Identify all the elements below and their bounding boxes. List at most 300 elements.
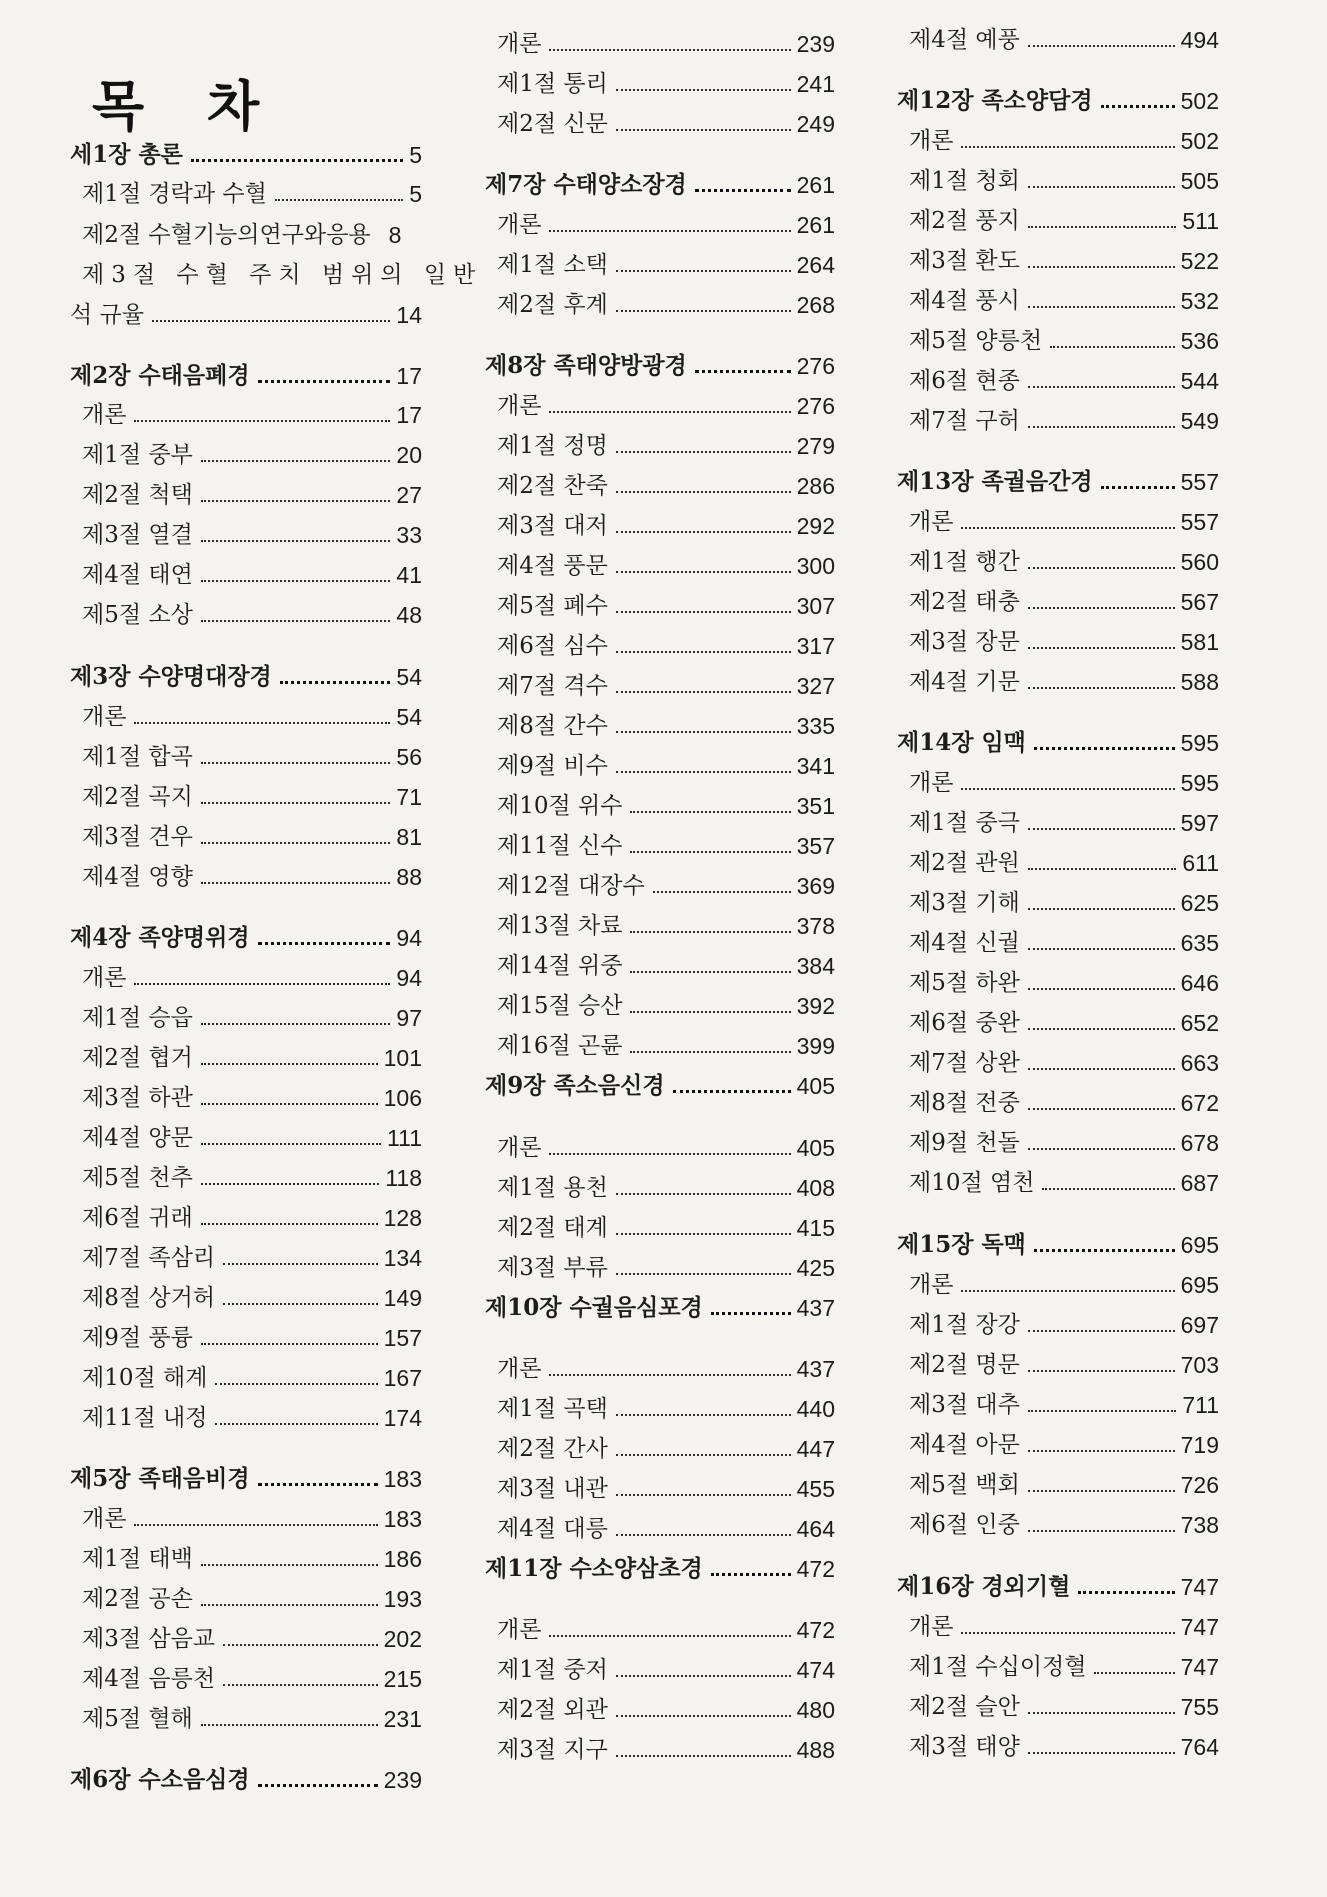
toc-page-number: 94 <box>396 965 422 991</box>
toc-section-entry <box>70 1359 422 1393</box>
toc-entry-label: 제15절 승산 <box>497 993 623 1019</box>
toc-section-entry <box>70 858 422 892</box>
toc-entry-label: 개론 <box>497 212 542 238</box>
toc-section-entry <box>897 362 1219 396</box>
toc-page-number: 440 <box>796 1396 835 1422</box>
dot-leader <box>549 1374 790 1376</box>
toc-page-number: 635 <box>1180 930 1219 956</box>
dot-leader <box>1028 687 1175 689</box>
toc-section-entry <box>485 1390 835 1424</box>
toc-page-number: 378 <box>796 913 835 939</box>
dot-leader <box>1028 567 1175 569</box>
toc-entry-label: 제9장 족소음신경 <box>485 1072 665 1099</box>
dot-leader <box>258 380 391 383</box>
toc-page-number: 557 <box>1180 509 1219 535</box>
toc-page-number: 183 <box>383 1506 422 1532</box>
toc-page-number: 687 <box>1180 1170 1219 1196</box>
toc-entry-label: 제5절 소상 <box>82 602 193 628</box>
dot-leader <box>1028 1712 1175 1714</box>
dot-leader <box>280 681 391 684</box>
dot-leader <box>134 722 390 724</box>
dot-leader <box>695 189 791 192</box>
toc-page-number: 747 <box>1180 1574 1219 1600</box>
toc-page-number: 597 <box>1180 810 1219 836</box>
dot-leader <box>258 942 391 945</box>
toc-page-number: 415 <box>796 1215 835 1241</box>
toc-section-entry <box>485 587 835 621</box>
dot-leader <box>616 1534 791 1536</box>
toc-section-entry <box>485 1510 835 1544</box>
toc-entry-label: 제11절 신수 <box>497 833 623 859</box>
dot-leader <box>630 971 790 973</box>
toc-page-number: 94 <box>396 925 422 951</box>
toc-page-number: 27 <box>396 482 422 508</box>
toc-section-entry <box>70 959 422 993</box>
toc-entry-label: 제1절 장강 <box>909 1312 1020 1338</box>
toc-entry-label: 제2절 협거 <box>82 1045 193 1071</box>
toc-page-number: 646 <box>1180 970 1219 996</box>
toc-entry-label: 제12장 족소양담경 <box>897 87 1093 114</box>
toc-entry-label: 제2절 외관 <box>497 1697 608 1723</box>
dot-leader <box>1028 1490 1175 1492</box>
toc-section-entry <box>485 1027 835 1061</box>
toc-entry-label: 제1절 중저 <box>497 1657 608 1683</box>
toc-section-entry <box>485 25 835 59</box>
toc-entry-label: 제14장 임맥 <box>897 729 1026 756</box>
toc-section-entry <box>897 162 1219 196</box>
toc-entry-label: 세1장 총론 <box>70 141 183 168</box>
toc-section-entry <box>70 818 422 852</box>
toc-page-number: 595 <box>1180 730 1219 756</box>
toc-section-entry <box>485 105 835 139</box>
dot-leader <box>961 527 1174 529</box>
toc-entry-label: 제16절 곤륜 <box>497 1033 623 1059</box>
toc-page-number: 54 <box>396 704 422 730</box>
toc-entry-label: 개론 <box>497 1356 542 1382</box>
toc-section-entry <box>897 964 1219 998</box>
toc-section-entry <box>70 698 422 732</box>
toc-entry-label: 제3절 견우 <box>82 824 193 850</box>
toc-section-entry <box>897 282 1219 316</box>
toc-entry-label: 제3절 대저 <box>497 513 608 539</box>
toc-page-number: 231 <box>383 1706 422 1732</box>
toc-page-number: 111 <box>387 1125 422 1151</box>
toc-entry-label: 제3절 열결 <box>82 522 193 548</box>
toc-chapter-entry <box>70 1761 422 1795</box>
toc-section-entry <box>485 787 835 821</box>
dot-leader <box>201 1023 391 1025</box>
toc-section-entry <box>897 663 1219 697</box>
toc-page-number: 41 <box>396 562 422 588</box>
toc-chapter-entry <box>485 1550 835 1584</box>
dot-leader <box>1028 45 1175 47</box>
toc-section-entry <box>485 286 835 320</box>
toc-page-number: 560 <box>1180 549 1219 575</box>
toc-section-entry <box>70 999 422 1033</box>
dot-leader <box>1028 988 1175 990</box>
dot-leader <box>201 460 391 462</box>
dot-leader <box>616 1193 791 1195</box>
toc-entry-label: 제4절 아문 <box>909 1432 1020 1458</box>
dot-leader <box>152 320 390 322</box>
toc-section-entry <box>70 556 422 590</box>
toc-chapter-entry <box>485 347 835 381</box>
toc-entry-label: 제1절 합곡 <box>82 744 193 770</box>
toc-section-entry <box>897 1266 1219 1300</box>
toc-section-entry <box>897 1648 1219 1682</box>
toc-chapter-entry <box>70 1460 422 1494</box>
toc-page-number: 88 <box>396 864 422 890</box>
toc-section-entry <box>485 747 835 781</box>
toc-entry-label: 제1절 태백 <box>82 1546 193 1572</box>
toc-section-entry <box>70 1660 422 1694</box>
toc-page-number: 264 <box>796 252 835 278</box>
toc-page-number: 502 <box>1180 88 1219 114</box>
dot-leader <box>134 420 390 422</box>
dot-leader <box>616 531 791 533</box>
toc-page-number: 128 <box>383 1205 422 1231</box>
toc-page-number: 300 <box>796 553 835 579</box>
toc-entry-label: 개론 <box>497 1135 542 1161</box>
toc-page-number: 20 <box>396 442 422 468</box>
dot-leader <box>961 788 1174 790</box>
dot-leader <box>630 851 790 853</box>
toc-page-number: 437 <box>796 1295 835 1321</box>
toc-chapter-entry <box>70 357 422 391</box>
toc-page-number: 97 <box>396 1005 422 1031</box>
dot-leader <box>223 1644 378 1646</box>
toc-entry-label: 제3절 장문 <box>909 629 1020 655</box>
dot-leader <box>616 491 791 493</box>
toc-entry-label: 제1절 곡택 <box>497 1396 608 1422</box>
toc-section-entry <box>897 1004 1219 1038</box>
toc-entry-label: 제13장 족궐음간경 <box>897 468 1093 495</box>
toc-page-number: 384 <box>796 953 835 979</box>
dot-leader <box>201 580 391 582</box>
toc-page-number: 437 <box>796 1356 835 1382</box>
toc-entry-label: 제2절 후계 <box>497 292 608 318</box>
toc-page-number: 149 <box>383 1285 422 1311</box>
toc-entry-label: 제1절 소택 <box>497 252 608 278</box>
toc-entry-label: 제3절 대추 <box>909 1392 1020 1418</box>
dot-leader <box>1028 1530 1175 1532</box>
toc-entry-label: 제2절 간사 <box>497 1436 608 1462</box>
dot-leader <box>258 1483 378 1486</box>
toc-section-entry <box>897 924 1219 958</box>
toc-entry-label: 개론 <box>909 128 954 154</box>
toc-entry-label: 개론 <box>82 402 127 428</box>
toc-section-entry <box>897 242 1219 276</box>
toc-page-number: 663 <box>1180 1050 1219 1076</box>
toc-section-entry <box>485 387 835 421</box>
toc-section-entry <box>485 427 835 461</box>
toc-entry-label: 제10절 염천 <box>909 1170 1035 1196</box>
toc-section-entry <box>897 322 1219 356</box>
toc-section-entry <box>70 1159 422 1193</box>
toc-page-number: 134 <box>383 1245 422 1271</box>
toc-entry-label: 개론 <box>82 1506 127 1532</box>
dot-leader <box>653 891 791 893</box>
toc-section-entry <box>897 583 1219 617</box>
toc-entry-label: 제10절 해계 <box>82 1365 208 1391</box>
toc-entry-label: 제3절 태양 <box>909 1734 1020 1760</box>
toc-entry-label: 제1절 통리 <box>497 71 608 97</box>
dot-leader <box>549 230 790 232</box>
toc-page-number: 703 <box>1180 1352 1219 1378</box>
dot-leader <box>1028 1028 1175 1030</box>
toc-entry-label: 제3절 기해 <box>909 890 1020 916</box>
toc-section-entry <box>70 436 422 470</box>
toc-page-number: 405 <box>796 1073 835 1099</box>
dot-leader <box>201 1223 378 1225</box>
toc-section-entry <box>70 1399 422 1433</box>
dot-leader <box>1028 1330 1175 1332</box>
dot-leader <box>1034 747 1175 750</box>
dot-leader <box>223 1303 378 1305</box>
dot-leader <box>258 1784 378 1787</box>
dot-leader <box>616 1715 791 1717</box>
toc-page-number: 672 <box>1180 1090 1219 1116</box>
toc-entry-label: 제4절 대릉 <box>497 1516 608 1542</box>
toc-entry-label: 제2절 태충 <box>909 589 1020 615</box>
toc-section-entry <box>70 1119 422 1153</box>
toc-entry-label: 제3절 부류 <box>497 1255 608 1281</box>
toc-entry-label: 제5절 천추 <box>82 1165 193 1191</box>
dot-leader <box>1028 1752 1175 1754</box>
toc-page-number: 425 <box>796 1255 835 1281</box>
toc-page-number: 174 <box>383 1405 422 1431</box>
toc-section-entry <box>485 65 835 99</box>
toc-section-entry <box>897 1084 1219 1118</box>
toc-page-number: 351 <box>796 793 835 819</box>
toc-page-number: 81 <box>396 824 422 850</box>
toc-entry-label: 제6절 심수 <box>497 633 608 659</box>
toc-entry-label: 제2절 슬안 <box>909 1694 1020 1720</box>
toc-page-number: 8 <box>388 222 402 248</box>
toc-chapter-entry <box>897 1568 1219 1602</box>
toc-entry-label: 제4절 기문 <box>909 669 1020 695</box>
dot-leader <box>215 1383 377 1385</box>
toc-page-number: 488 <box>796 1737 835 1763</box>
dot-leader <box>201 1564 378 1566</box>
toc-section-entry <box>485 1350 835 1384</box>
toc-section-entry <box>485 667 835 701</box>
dot-leader <box>616 129 791 131</box>
toc-section-entry <box>70 778 422 812</box>
toc-page-number: 5 <box>409 142 422 168</box>
dot-leader <box>961 146 1174 148</box>
toc-page-number: 292 <box>796 513 835 539</box>
dot-leader <box>1028 226 1177 228</box>
dot-leader <box>1028 186 1175 188</box>
dot-leader <box>630 931 790 933</box>
dot-leader <box>616 89 791 91</box>
toc-page-number: 167 <box>383 1365 422 1391</box>
toc-page-number: 369 <box>796 873 835 899</box>
toc-page-number: 711 <box>1182 1392 1219 1418</box>
dot-leader <box>223 1263 378 1265</box>
toc-entry-label: 제2절 태계 <box>497 1215 608 1241</box>
toc-page-number: 307 <box>796 593 835 619</box>
toc-chapter-entry <box>897 463 1219 497</box>
toc-page-number: 726 <box>1180 1472 1219 1498</box>
dot-leader <box>961 1290 1174 1292</box>
toc-entry-label: 개론 <box>909 509 954 535</box>
toc-entry-label: 제5절 폐수 <box>497 593 608 619</box>
toc-entry-label: 제3절 수혈 주치 범위의 일반 <box>82 262 483 288</box>
toc-page-number: 183 <box>383 1466 422 1492</box>
toc-page-number: 611 <box>1182 850 1219 876</box>
toc-page-number: 327 <box>796 673 835 699</box>
toc-chapter-entry <box>485 1067 835 1101</box>
toc-entry-label: 개론 <box>909 770 954 796</box>
toc-page-number: 279 <box>796 433 835 459</box>
toc-page-number: 17 <box>396 402 422 428</box>
toc-entry-label: 제4절 신궐 <box>909 930 1020 956</box>
toc-section-entry <box>897 1506 1219 1540</box>
dot-leader <box>616 310 791 312</box>
toc-entry-label: 제4절 양문 <box>82 1125 193 1151</box>
toc-page-number: 341 <box>796 753 835 779</box>
toc-section-entry <box>485 907 835 941</box>
toc-section-entry <box>897 1728 1219 1762</box>
toc-page-number: 747 <box>1180 1614 1219 1640</box>
toc-entry-label: 제1절 중극 <box>909 810 1020 836</box>
dot-leader <box>616 1675 791 1677</box>
toc-chapter-entry <box>70 136 422 170</box>
toc-section-entry <box>70 396 422 430</box>
dot-leader <box>201 1143 381 1145</box>
toc-entry-label: 제3절 삼음교 <box>82 1626 216 1652</box>
toc-entry-label: 제5절 양릉천 <box>909 328 1043 354</box>
toc-entry-label: 제8절 상거허 <box>82 1285 216 1311</box>
toc-section-entry <box>485 1611 835 1645</box>
toc-section-entry <box>897 1164 1219 1198</box>
toc-entry-label: 제7절 상완 <box>909 1050 1020 1076</box>
toc-entry-label: 제7절 족삼리 <box>82 1245 216 1271</box>
dot-leader <box>711 1312 791 1315</box>
dot-leader <box>1094 1672 1174 1674</box>
toc-page-number: 652 <box>1180 1010 1219 1036</box>
toc-section-entry <box>485 707 835 741</box>
toc-page-number: 202 <box>383 1626 422 1652</box>
toc-page-number: 317 <box>796 633 835 659</box>
toc-chapter-entry <box>70 919 422 953</box>
toc-entry-label: 제5절 혈해 <box>82 1706 193 1732</box>
dot-leader <box>201 1343 378 1345</box>
toc-page-number: 239 <box>796 31 835 57</box>
toc-page-number: 286 <box>796 473 835 499</box>
toc-entry-label: 제4절 태연 <box>82 562 193 588</box>
dot-leader <box>1042 1188 1174 1190</box>
toc-entry-label: 제8장 족태양방광경 <box>485 352 687 379</box>
toc-page-number: 464 <box>796 1516 835 1542</box>
toc-section-entry <box>485 1691 835 1725</box>
toc-entry-label: 제3절 환도 <box>909 248 1020 274</box>
toc-page-number: 625 <box>1180 890 1219 916</box>
dot-leader <box>201 540 391 542</box>
dot-leader <box>1101 105 1175 108</box>
toc-section-entry <box>70 1279 422 1313</box>
toc-page-number: 261 <box>796 172 835 198</box>
toc-chapter-entry <box>485 166 835 200</box>
toc-entry-label: 개론 <box>82 704 127 730</box>
toc-section-entry <box>897 503 1219 537</box>
dot-leader <box>961 1632 1174 1634</box>
toc-entry-label: 제1절 중부 <box>82 442 193 468</box>
toc-page-number: 101 <box>383 1045 422 1071</box>
toc-chapter-entry <box>70 658 422 692</box>
dot-leader <box>1028 1410 1177 1412</box>
dot-leader <box>616 1755 791 1757</box>
dot-leader <box>616 571 791 573</box>
toc-page-number: 276 <box>796 393 835 419</box>
dot-leader <box>549 411 790 413</box>
toc-entry-label: 제5장 족태음비경 <box>70 1465 250 1492</box>
toc-section-entry <box>897 1608 1219 1642</box>
dot-leader <box>1028 908 1175 910</box>
toc-page-number: 392 <box>796 993 835 1019</box>
toc-entry-label: 제2절 풍지 <box>909 208 1020 234</box>
toc-page-number: 447 <box>796 1436 835 1462</box>
toc-entry-label: 제1절 경락과 수혈 <box>82 181 267 207</box>
toc-section-entry <box>70 1580 422 1614</box>
toc-section-entry <box>70 216 422 250</box>
dot-leader <box>616 1454 791 1456</box>
toc-section-entry <box>897 764 1219 798</box>
toc-page-number: 335 <box>796 713 835 739</box>
toc-entry-label: 제1절 정명 <box>497 433 608 459</box>
dot-leader <box>201 1063 378 1065</box>
dot-leader <box>630 811 790 813</box>
toc-entry-label: 제2절 명문 <box>909 1352 1020 1378</box>
toc-section-entry <box>897 202 1219 236</box>
toc-section-entry <box>70 476 422 510</box>
toc-page-number: 567 <box>1180 589 1219 615</box>
dot-leader <box>1050 346 1175 348</box>
toc-entry-label: 제4절 영향 <box>82 864 193 890</box>
dot-leader <box>1028 266 1175 268</box>
toc-page-number: 511 <box>1182 208 1219 234</box>
toc-section-entry <box>485 987 835 1021</box>
toc-entry-label: 제2절 곡지 <box>82 784 193 810</box>
toc-section-entry <box>897 543 1219 577</box>
toc-page-number: 17 <box>396 363 422 389</box>
page-title: 목 차 <box>92 75 282 138</box>
dot-leader <box>616 651 791 653</box>
toc-entry-label: 제3장 수양명대장경 <box>70 663 272 690</box>
toc-section-entry <box>897 1044 1219 1078</box>
dot-leader <box>201 1103 378 1105</box>
toc-page-number: 408 <box>796 1175 835 1201</box>
toc-section-entry <box>897 1346 1219 1380</box>
toc-entry-label: 제3절 하관 <box>82 1085 193 1111</box>
toc-entry-label: 석 규율 <box>70 302 144 328</box>
toc-entry-label: 제6절 현종 <box>909 368 1020 394</box>
toc-section-entry <box>485 1209 835 1243</box>
toc-page-number: 268 <box>796 292 835 318</box>
toc-entry-label: 개론 <box>497 393 542 419</box>
toc-entry-label: 개론 <box>909 1614 954 1640</box>
toc-section-entry <box>897 1426 1219 1460</box>
dot-leader <box>549 1153 790 1155</box>
toc-page-number: 505 <box>1180 168 1219 194</box>
toc-entry-label: 개론 <box>497 1617 542 1643</box>
toc-page-number: 480 <box>796 1697 835 1723</box>
toc-page-number: 494 <box>1180 27 1219 53</box>
toc-section-entry <box>485 1470 835 1504</box>
toc-page-number: 522 <box>1180 248 1219 274</box>
